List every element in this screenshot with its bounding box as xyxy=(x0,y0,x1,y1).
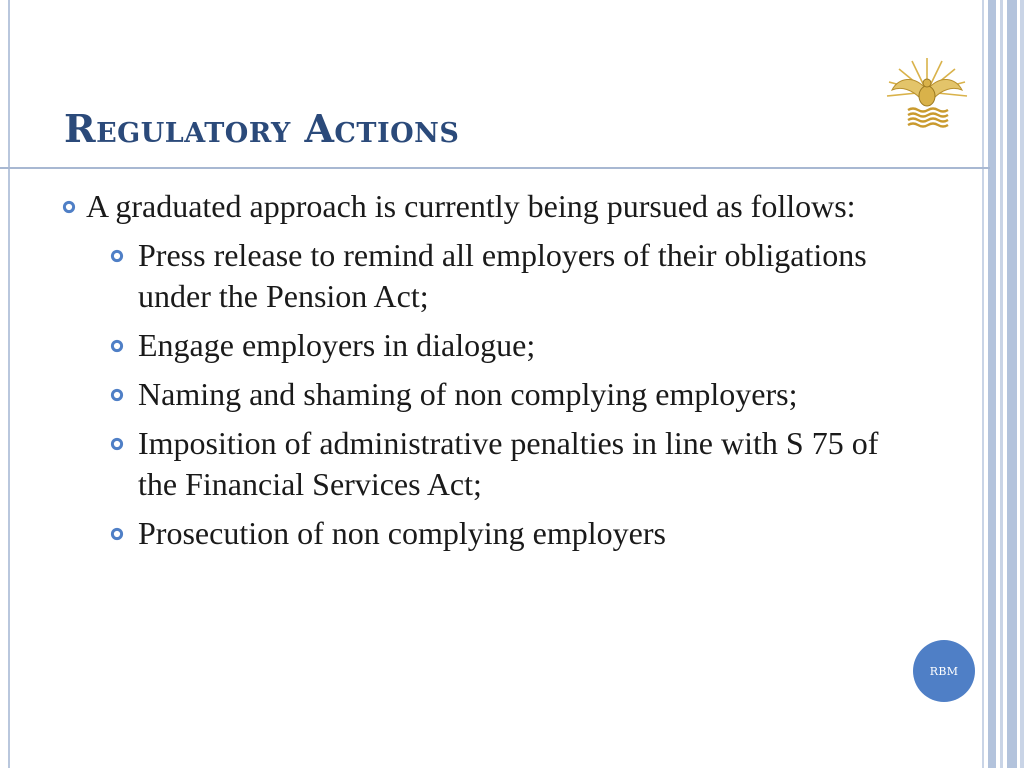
right-decorative-stripes xyxy=(982,0,1024,768)
rbm-badge: RBM xyxy=(913,640,975,702)
list-item xyxy=(114,423,890,505)
slide-title: Regulatory Actions xyxy=(64,106,460,151)
circle-bullet-icon xyxy=(110,527,124,541)
intro-bullet xyxy=(60,186,890,227)
circle-bullet-icon xyxy=(110,339,124,353)
left-border-rule xyxy=(8,0,10,768)
circle-bullet-icon xyxy=(62,200,76,214)
circle-bullet-icon xyxy=(110,249,124,263)
list-item-text: Naming and shaming of non complying employers; xyxy=(138,376,798,412)
intro-text: A graduated approach is currently being pursued as follows: xyxy=(86,188,856,224)
list-item-text: Imposition of administrative penalties in line with S 75 of the Financial Services Act; xyxy=(138,425,879,502)
list-item xyxy=(114,374,890,415)
list-item-text: Engage employers in dialogue; xyxy=(138,327,536,363)
list-item xyxy=(114,325,890,366)
title-divider xyxy=(0,167,990,169)
circle-bullet-icon xyxy=(110,437,124,451)
circle-bullet-icon xyxy=(110,388,124,402)
list-item xyxy=(114,513,890,554)
list-item-text: Press release to remind all employers of their obligations under the Pension Act; xyxy=(138,237,867,314)
list-item xyxy=(114,235,890,317)
content-area xyxy=(60,186,890,554)
gold-eagle-emblem-icon xyxy=(884,56,970,132)
list-item-text: Prosecution of non complying employers xyxy=(138,515,666,551)
